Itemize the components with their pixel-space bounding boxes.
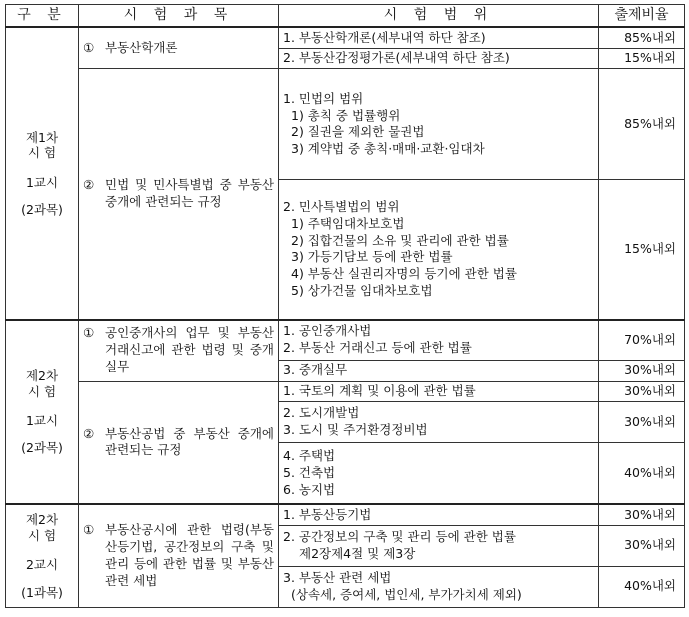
header-scope: 시 험 범 위	[279, 5, 599, 28]
scope-cell: 2. 부동산감정평가론(세부내역 하단 참조)	[279, 48, 599, 69]
ratio-cell: 15%내외	[599, 48, 685, 69]
table-row	[6, 381, 685, 402]
scope-cell: 2. 민사특별법의 범위 1) 주택임대차보호법 2) 집합건물의 소유 및 관리에 관한 법률 3) 가등기담보 등에 관한 법률 4) 부동산 실권리자명의 등기에 관한 법률 5) 상가건물 임대차보호법	[279, 180, 599, 320]
ratio-cell: 85%내외	[599, 69, 685, 180]
section-3-label: 제2차 시 험 2교시 (1과목)	[6, 504, 79, 607]
ratio-cell: 30%내외	[599, 525, 685, 566]
section-1-label: 제1차 시 험 1교시 (2과목)	[6, 27, 79, 319]
ratio-cell: 40%내외	[599, 566, 685, 607]
header-row	[6, 5, 685, 28]
scope-cell: 1. 국토의 계획 및 이용에 관한 법률	[279, 381, 599, 402]
scope-cell: 4. 주택법 5. 건축법 6. 농지법	[279, 443, 599, 505]
table-row	[6, 504, 685, 525]
ratio-cell: 30%내외	[599, 504, 685, 525]
subject-3-1: ① 부동산공시에 관한 법령(부동산등기법, 공간정보의 구축 및 관리 등에 관한 법률 및 부동산 관련 세법	[79, 504, 279, 607]
ratio-cell: 85%내외	[599, 27, 685, 48]
scope-cell: 3. 부동산 관련 세법 (상속세, 증여세, 법인세, 부가가치세 제외)	[279, 566, 599, 607]
header-category: 구 분	[6, 5, 79, 28]
ratio-cell: 40%내외	[599, 443, 685, 505]
exam-subject-table	[5, 4, 685, 608]
subject-2-2: ② 부동산공법 중 부동산 중개에 관련되는 규정	[79, 381, 279, 504]
ratio-cell: 30%내외	[599, 381, 685, 402]
header-ratio: 출제비율	[599, 5, 685, 28]
scope-cell: 2. 공간정보의 구축 및 관리 등에 관한 법률 제2장제4절 및 제3장	[279, 525, 599, 566]
scope-cell: 2. 도시개발법 3. 도시 및 주거환경정비법	[279, 402, 599, 443]
scope-cell: 3. 중개실무	[279, 361, 599, 382]
table-row	[6, 320, 685, 361]
subject-2-1: ① 공인중개사의 업무 및 부동산 거래신고에 관한 법령 및 중개실무	[79, 320, 279, 382]
scope-cell: 1. 부동산등기법	[279, 504, 599, 525]
scope-cell: 1. 공인중개사법 2. 부동산 거래신고 등에 관한 법률	[279, 320, 599, 361]
scope-cell: 1. 민법의 범위 1) 총칙 중 법률행위 2) 질권을 제외한 물권법 3) 계약법 중 총칙·매매·교환·임대차	[279, 69, 599, 180]
ratio-cell: 15%내외	[599, 180, 685, 320]
ratio-cell: 70%내외	[599, 320, 685, 361]
section-2-label: 제2차 시 험 1교시 (2과목)	[6, 320, 79, 505]
scope-cell: 1. 부동산학개론(세부내역 하단 참조)	[279, 27, 599, 48]
ratio-cell: 30%내외	[599, 402, 685, 443]
subject-1-2: ② 민법 및 민사특별법 중 부동산 중개에 관련되는 규정	[79, 69, 279, 320]
table-row	[6, 27, 685, 48]
table-row	[6, 69, 685, 180]
header-subject: 시 험 과 목	[79, 5, 279, 28]
ratio-cell: 30%내외	[599, 361, 685, 382]
subject-1-1: ① 부동산학개론	[79, 27, 279, 68]
